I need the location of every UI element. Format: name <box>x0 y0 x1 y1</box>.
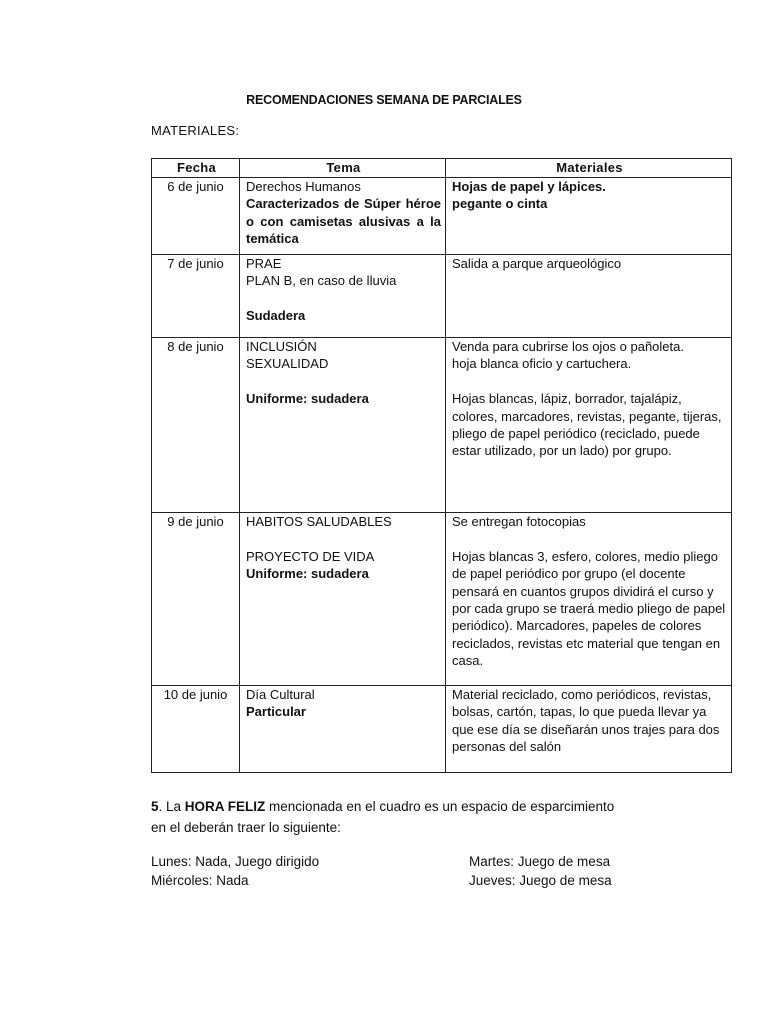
note-highlight: HORA FELIZ <box>184 799 266 814</box>
materiales-label: MATERIALES: <box>151 123 240 138</box>
materiales-line: Material reciclado, como periódicos, revistas, bolsas, cartón, tapas, lo que pueda llevar ya que ese día se diseñarán unos trajes para dos personas del salón <box>452 687 720 755</box>
table-header-row <box>152 159 732 178</box>
note-pre: . La <box>158 799 185 814</box>
days-list <box>151 852 711 890</box>
tema-line: INCLUSIÓN <box>246 339 317 354</box>
table-row <box>152 338 732 513</box>
materiales-line <box>452 373 727 390</box>
materiales-line: Hojas blancas 3, esfero, colores, medio pliego de papel periódico por grupo (el docente pensará en cuantos grupos dividirá el curso y por cada grupo se traerá medio pliego de papel periódico). Marcadores, papeles de colores reciclados, revistas etc material que tengan en casa. <box>452 548 726 669</box>
materiales-line: Hojas blancas, lápiz, borrador, tajalápiz, colores, marcadores, revistas, pegante, tijeras, <box>452 391 722 424</box>
cell-fecha: 8 de junio <box>152 338 240 513</box>
tema-line: Derechos Humanos <box>246 179 361 194</box>
materiales-line: Se entregan fotocopias <box>452 514 586 529</box>
cell-tema <box>240 255 446 338</box>
day-jueves: Jueves: Juego de mesa <box>469 873 612 888</box>
cell-materiales <box>446 338 732 513</box>
tema-line: Particular <box>246 704 306 720</box>
cell-materiales <box>446 255 732 338</box>
materiales-line <box>452 530 727 547</box>
note-post: mencionada en el cuadro es un espacio de esparcimiento <box>265 799 615 814</box>
cell-materiales <box>446 178 732 255</box>
day-lunes: Lunes: Nada, Juego dirigido <box>151 854 320 869</box>
tema-line: PLAN B, en caso de lluvia <box>246 273 397 289</box>
tema-line: HABITOS SALUDABLES <box>246 514 392 529</box>
note-number: 5 <box>151 799 159 814</box>
day-martes: Martes: Juego de mesa <box>469 854 611 869</box>
cell-tema <box>240 686 446 773</box>
tema-line <box>246 373 441 390</box>
materiales-line: Hojas de papel y lápices. <box>452 179 606 194</box>
tema-line: Uniforme: sudadera <box>246 566 369 582</box>
cell-materiales <box>446 513 732 686</box>
tema-line <box>246 530 441 547</box>
table-row <box>152 513 732 686</box>
cell-materiales <box>446 686 732 773</box>
table-row <box>152 255 732 338</box>
header-tema: Tema <box>240 159 446 178</box>
tema-line: Caracterizados de Súper héroe o con camisetas alusivas a la temática <box>246 196 441 247</box>
materiales-line: Venda para cubrirse los ojos o pañoleta. <box>452 339 684 354</box>
hora-feliz-note <box>151 796 711 838</box>
tema-line: Sudadera <box>246 308 306 324</box>
schedule-table <box>151 158 732 773</box>
table-row <box>152 178 732 255</box>
cell-tema <box>240 178 446 255</box>
day-miercoles: Miércoles: Nada <box>151 873 249 888</box>
note-line2: en el deberán traer lo siguiente: <box>151 820 341 835</box>
materiales-line: Salida a parque arqueológico <box>452 256 622 271</box>
header-fecha: Fecha <box>152 159 240 178</box>
cell-tema <box>240 513 446 686</box>
tema-line: SEXUALIDAD <box>246 356 329 372</box>
cell-fecha: 9 de junio <box>152 513 240 686</box>
tema-line: PRAE <box>246 256 282 271</box>
tema-line <box>246 290 441 307</box>
materiales-line: pegante o cinta <box>452 196 548 212</box>
header-materiales: Materiales <box>446 159 732 178</box>
cell-fecha: 6 de junio <box>152 178 240 255</box>
table-row <box>152 686 732 773</box>
document-title: RECOMENDACIONES SEMANA DE PARCIALES <box>246 93 522 107</box>
cell-tema <box>240 338 446 513</box>
materiales-line: hoja blanca oficio y cartuchera. <box>452 356 632 372</box>
materiales-line: pliego de papel periódico (reciclado, puede estar utilizado, por un lado) por grupo. <box>452 426 700 459</box>
tema-line: Uniforme: sudadera <box>246 391 369 407</box>
tema-line: Día Cultural <box>246 687 315 702</box>
cell-fecha: 10 de junio <box>152 686 240 773</box>
tema-line: PROYECTO DE VIDA <box>246 548 375 564</box>
cell-fecha: 7 de junio <box>152 255 240 338</box>
